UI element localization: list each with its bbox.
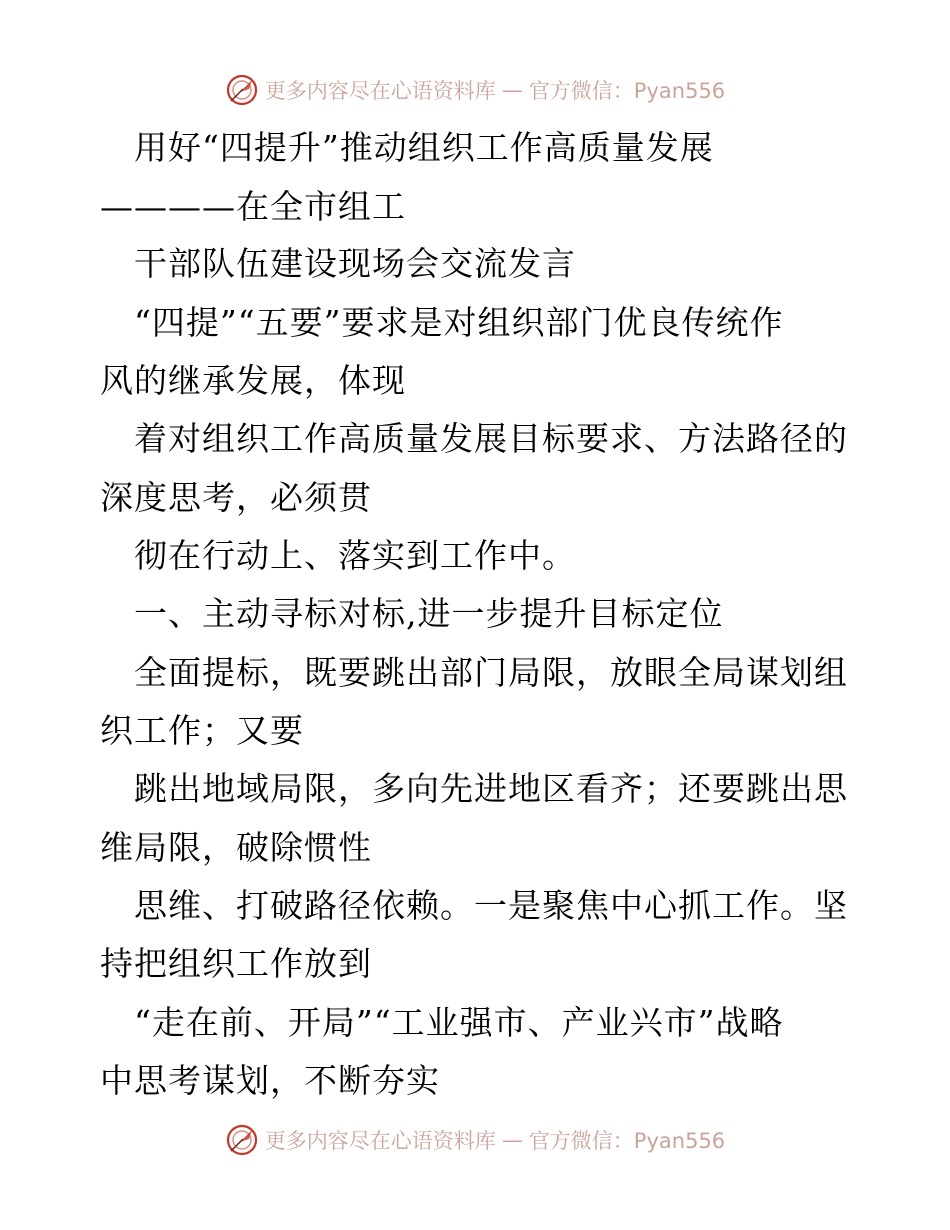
banner-contact-text: 官方微信：Pyan556 — [528, 1129, 726, 1153]
document-line: 着对组织工作高质量发展目标要求、方法路径的 — [134, 419, 848, 458]
quill-logo-icon — [225, 1123, 259, 1157]
banner-separator: — — [501, 1128, 523, 1152]
document-line: 全面提标，既要跳出部门局限，放眼全局谋划组 — [134, 653, 848, 692]
footer-banner — [0, 1120, 950, 1160]
document-line: 彻在行动上、落实到工作中。 — [134, 536, 576, 575]
document-line: 持把组织工作放到 — [100, 944, 372, 983]
document-line: “走在前、开局”“工业强市、产业兴市”战略 — [134, 1003, 784, 1042]
document-line: 中思考谋划，不断夯实 — [100, 1061, 440, 1100]
document-line: “四提”“五要”要求是对组织部门优良传统作 — [134, 303, 784, 342]
document-line: 跳出地域局限，多向先进地区看齐；还要跳出思 — [134, 769, 848, 808]
document-line: 深度思考，必须贯 — [100, 478, 372, 517]
document-title: 用好“四提升”推动组织工作高质量发展 — [134, 128, 714, 167]
banner-contact-text: 官方微信：Pyan556 — [528, 79, 726, 103]
document-line: 织工作；又要 — [100, 711, 304, 750]
quill-logo-icon — [225, 73, 259, 107]
document-line: 思维、打破路径依赖。一是聚焦中心抓工作。坚 — [134, 886, 848, 925]
header-banner — [0, 70, 950, 110]
document-line: 干部队伍建设现场会交流发言 — [134, 244, 576, 283]
banner-source-text: 更多内容尽在心语资料库 — [264, 79, 496, 103]
banner-source-text: 更多内容尽在心语资料库 — [264, 1129, 496, 1153]
section-heading: 一、主动寻标对标,进一步提升目标定位 — [134, 594, 724, 633]
footer-banner-content — [225, 1123, 725, 1157]
header-banner-content — [225, 73, 725, 107]
banner-separator: — — [501, 78, 523, 102]
document-line: 风的继承发展，体现 — [100, 361, 406, 400]
document-subtitle: ————在全市组工 — [100, 187, 406, 226]
document-line: 维局限，破除惯性 — [100, 828, 372, 867]
